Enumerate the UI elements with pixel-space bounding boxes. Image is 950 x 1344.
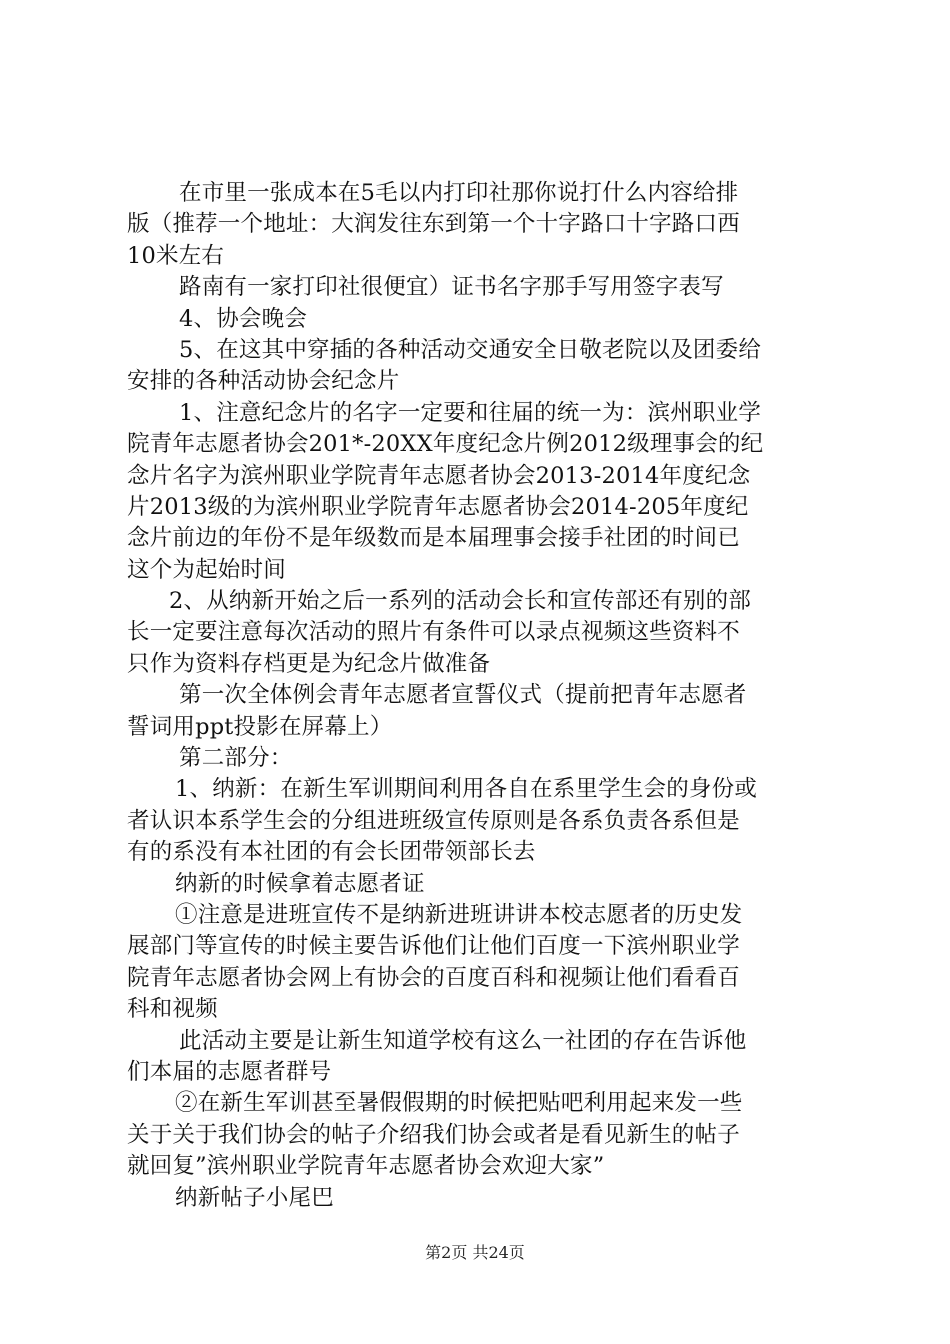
text-line: 第一次全体例会青年志愿者宣誓仪式（提前把青年志愿者 [179, 682, 747, 709]
text-line: 1、注意纪念片的名字一定要和往届的统一为：滨州职业学 [179, 399, 762, 426]
text-line: ②在新生军训甚至暑假假期的时候把贴吧利用起来发一些 [175, 1090, 743, 1117]
text-line: 科和视频 [127, 996, 218, 1023]
document-body [127, 178, 827, 1214]
text-line: 纳新的时候拿着志愿者证 [175, 870, 425, 897]
text-line: 院青年志愿者协会网上有协会的百度百科和视频让他们看看百 [127, 964, 740, 991]
page-number-footer: 第2页 共24页 [425, 1243, 525, 1262]
text-line: 者认识本系学生会的分组进班级宣传原则是各系负责各系但是 [127, 807, 740, 834]
text-line: 展部门等宣传的时候主要告诉他们让他们百度一下滨州职业学 [127, 933, 740, 960]
text-line: 这个为起始时间 [127, 556, 286, 583]
text-line: ①注意是进班宣传不是纳新进班讲讲本校志愿者的历史发 [175, 901, 743, 928]
text-line: 们本届的志愿者群号 [127, 1058, 332, 1085]
text-line: 就回复”滨州职业学院青年志愿者协会欢迎大家” [127, 1153, 605, 1180]
text-line: 2、从纳新开始之后一系列的活动会长和宣传部还有别的部 [169, 588, 752, 615]
text-line: 10米左右 [127, 242, 225, 269]
text-line: 长一定要注意每次活动的照片有条件可以录点视频这些资料不 [127, 619, 740, 646]
text-line: 誓词用ppt投影在屏幕上） [127, 713, 393, 740]
text-line: 念片前边的年份不是年级数而是本届理事会接手社团的时间已 [127, 525, 740, 552]
text-line: 版（推荐一个地址：大润发往东到第一个十字路口十字路口西 [127, 211, 740, 238]
text-line: 4、协会晚会 [179, 305, 308, 332]
text-line: 此活动主要是让新生知道学校有这么一社团的存在告诉他 [179, 1027, 747, 1054]
text-line: 片2013级的为滨州职业学院青年志愿者协会2014-205年度纪 [127, 493, 749, 520]
text-line: 院青年志愿者协会201*-20XX年度纪念片例2012级理事会的纪 [127, 431, 764, 458]
text-line: 在市里一张成本在5毛以内打印社那你说打什么内容给排 [179, 180, 739, 206]
text-line: 1、纳新：在新生军训期间利用各自在系里学生会的身份或 [175, 776, 758, 803]
text-line: 路南有一家打印社很便宜）证书名字那手写用签字表写 [179, 274, 724, 301]
text-line: 纳新帖子小尾巴 [175, 1184, 334, 1211]
text-line: 安排的各种活动协会纪念片 [127, 368, 400, 395]
text-line: 有的系没有本社团的有会长团带领部长去 [127, 839, 536, 866]
text-line: 关于关于我们协会的帖子介绍我们协会或者是看见新生的帖子 [127, 1121, 740, 1148]
text-line: 第二部分： [179, 745, 293, 772]
text-line: 只作为资料存档更是为纪念片做准备 [127, 650, 491, 677]
text-line: 念片名字为滨州职业学院青年志愿者协会2013-2014年度纪念 [127, 462, 751, 489]
text-line: 5、在这其中穿插的各种活动交通安全日敬老院以及团委给 [179, 336, 762, 363]
